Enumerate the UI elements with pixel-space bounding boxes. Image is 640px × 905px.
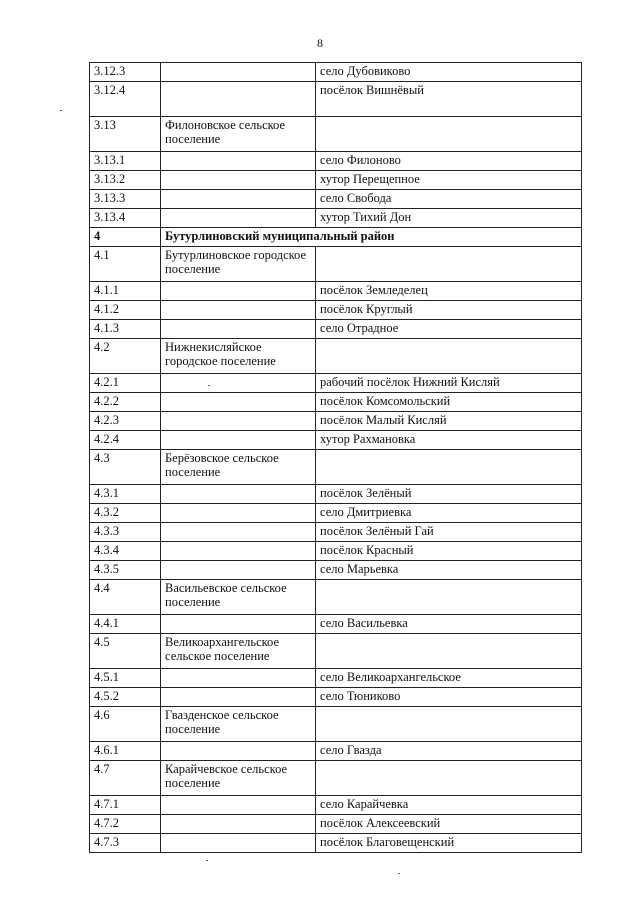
row-locality: посёлок Вишнёвый bbox=[316, 82, 582, 117]
table-row bbox=[90, 82, 582, 117]
table-row bbox=[90, 688, 582, 707]
row-code: 4.7.2 bbox=[90, 815, 161, 834]
row-code: 3.13.3 bbox=[90, 190, 161, 209]
row-locality: посёлок Красный bbox=[316, 542, 582, 561]
row-settlement: Филоновское сельское поселение bbox=[161, 117, 316, 152]
table-row bbox=[90, 796, 582, 815]
table-row bbox=[90, 171, 582, 190]
row-code: 4.7.3 bbox=[90, 834, 161, 853]
row-settlement bbox=[161, 393, 316, 412]
row-locality bbox=[316, 450, 582, 485]
row-code: 4.3.2 bbox=[90, 504, 161, 523]
row-locality bbox=[316, 634, 582, 669]
table-row bbox=[90, 523, 582, 542]
row-settlement: Карайчевское сельское поселение bbox=[161, 761, 316, 796]
row-code: 3.12.4 bbox=[90, 82, 161, 117]
table-row bbox=[90, 320, 582, 339]
row-code: 3.13.1 bbox=[90, 152, 161, 171]
table-row bbox=[90, 504, 582, 523]
table-row bbox=[90, 247, 582, 282]
row-code: 4.2 bbox=[90, 339, 161, 374]
table-row bbox=[90, 761, 582, 796]
row-locality: посёлок Круглый bbox=[316, 301, 582, 320]
row-code: 4.5.2 bbox=[90, 688, 161, 707]
row-settlement bbox=[161, 171, 316, 190]
row-settlement bbox=[161, 190, 316, 209]
row-code: 4.3.3 bbox=[90, 523, 161, 542]
row-code: 4.1 bbox=[90, 247, 161, 282]
row-settlement bbox=[161, 523, 316, 542]
row-settlement bbox=[161, 688, 316, 707]
row-locality: село Гвазда bbox=[316, 742, 582, 761]
row-code: 4.7.1 bbox=[90, 796, 161, 815]
scan-speck bbox=[398, 873, 400, 874]
row-code: 4.3.5 bbox=[90, 561, 161, 580]
row-locality: село Марьевка bbox=[316, 561, 582, 580]
table-row bbox=[90, 190, 582, 209]
row-code: 4.6 bbox=[90, 707, 161, 742]
row-locality: село Тюниково bbox=[316, 688, 582, 707]
table-row bbox=[90, 209, 582, 228]
row-settlement bbox=[161, 796, 316, 815]
table-row bbox=[90, 580, 582, 615]
row-locality: село Дмитриевка bbox=[316, 504, 582, 523]
page-number: 8 bbox=[317, 36, 323, 50]
row-settlement bbox=[161, 561, 316, 580]
row-code: 3.13.4 bbox=[90, 209, 161, 228]
row-locality: село Карайчевка bbox=[316, 796, 582, 815]
row-settlement bbox=[161, 82, 316, 117]
row-code: 4.2.2 bbox=[90, 393, 161, 412]
row-settlement bbox=[161, 63, 316, 82]
row-settlement bbox=[161, 485, 316, 504]
scan-speck bbox=[208, 385, 210, 386]
row-locality: село Свобода bbox=[316, 190, 582, 209]
row-code: 4.3 bbox=[90, 450, 161, 485]
row-locality: посёлок Малый Кисляй bbox=[316, 412, 582, 431]
row-locality: село Великоархангельское bbox=[316, 669, 582, 688]
row-locality: посёлок Зелёный bbox=[316, 485, 582, 504]
row-locality: рабочий посёлок Нижний Кисляй bbox=[316, 374, 582, 393]
row-settlement bbox=[161, 412, 316, 431]
row-code: 4.5.1 bbox=[90, 669, 161, 688]
row-code: 4.1.1 bbox=[90, 282, 161, 301]
table-row bbox=[90, 152, 582, 171]
table-row bbox=[90, 339, 582, 374]
table-row bbox=[90, 634, 582, 669]
row-code: 3.13.2 bbox=[90, 171, 161, 190]
row-locality bbox=[316, 707, 582, 742]
row-locality: хутор Рахмановка bbox=[316, 431, 582, 450]
row-locality: село Филоново bbox=[316, 152, 582, 171]
row-settlement: Берёзовское сельское поселение bbox=[161, 450, 316, 485]
scan-speck bbox=[206, 860, 208, 861]
row-locality bbox=[316, 247, 582, 282]
row-settlement bbox=[161, 152, 316, 171]
row-code: 4.3.4 bbox=[90, 542, 161, 561]
table-row bbox=[90, 485, 582, 504]
table-row bbox=[90, 615, 582, 634]
row-code: 4.4.1 bbox=[90, 615, 161, 634]
row-settlement bbox=[161, 834, 316, 853]
row-settlement bbox=[161, 374, 316, 393]
row-code: 4.3.1 bbox=[90, 485, 161, 504]
table-row bbox=[90, 117, 582, 152]
row-locality: посёлок Благовещенский bbox=[316, 834, 582, 853]
table-row bbox=[90, 707, 582, 742]
row-locality: хутор Тихий Дон bbox=[316, 209, 582, 228]
table-row bbox=[90, 63, 582, 82]
table-row bbox=[90, 412, 582, 431]
table-row bbox=[90, 228, 582, 247]
table-row bbox=[90, 282, 582, 301]
table-row bbox=[90, 742, 582, 761]
table-row bbox=[90, 374, 582, 393]
row-code: 4.5 bbox=[90, 634, 161, 669]
row-code: 4.2.3 bbox=[90, 412, 161, 431]
row-code: 4.7 bbox=[90, 761, 161, 796]
row-settlement: Васильевское сельское поселение bbox=[161, 580, 316, 615]
row-settlement: Великоархангельское сельское поселение bbox=[161, 634, 316, 669]
row-settlement bbox=[161, 320, 316, 339]
row-settlement: Гвазденское сельское поселение bbox=[161, 707, 316, 742]
scan-speck bbox=[60, 110, 62, 111]
row-locality: хутор Перещепное bbox=[316, 171, 582, 190]
row-locality: село Васильевка bbox=[316, 615, 582, 634]
row-locality bbox=[316, 580, 582, 615]
row-settlement bbox=[161, 431, 316, 450]
table-row bbox=[90, 393, 582, 412]
row-code: 3.12.3 bbox=[90, 63, 161, 82]
row-settlement bbox=[161, 815, 316, 834]
row-settlement bbox=[161, 282, 316, 301]
row-code: 4.4 bbox=[90, 580, 161, 615]
settlements-table bbox=[89, 62, 582, 853]
table-row bbox=[90, 834, 582, 853]
row-settlement bbox=[161, 504, 316, 523]
row-settlement: Бутурлиновское городское поселение bbox=[161, 247, 316, 282]
table-body bbox=[90, 63, 582, 853]
row-locality bbox=[316, 761, 582, 796]
row-locality: посёлок Алексеевский bbox=[316, 815, 582, 834]
row-locality: село Отрадное bbox=[316, 320, 582, 339]
row-settlement bbox=[161, 669, 316, 688]
table-row bbox=[90, 542, 582, 561]
row-settlement bbox=[161, 742, 316, 761]
row-code: 4 bbox=[90, 228, 161, 247]
table-row bbox=[90, 450, 582, 485]
row-locality bbox=[316, 117, 582, 152]
row-code: 4.1.2 bbox=[90, 301, 161, 320]
table-row bbox=[90, 431, 582, 450]
row-locality: посёлок Земледелец bbox=[316, 282, 582, 301]
row-locality: посёлок Зелёный Гай bbox=[316, 523, 582, 542]
row-locality bbox=[316, 339, 582, 374]
row-settlement bbox=[161, 615, 316, 634]
table-row bbox=[90, 669, 582, 688]
row-settlement: Нижнекисляйское городское поселение bbox=[161, 339, 316, 374]
row-settlement: Бутурлиновский муниципальный район bbox=[161, 228, 582, 247]
table-row bbox=[90, 561, 582, 580]
row-code: 4.6.1 bbox=[90, 742, 161, 761]
row-code: 3.13 bbox=[90, 117, 161, 152]
row-settlement bbox=[161, 542, 316, 561]
table-row bbox=[90, 815, 582, 834]
row-settlement bbox=[161, 209, 316, 228]
row-code: 4.1.3 bbox=[90, 320, 161, 339]
table-row bbox=[90, 301, 582, 320]
row-locality: посёлок Комсомольский bbox=[316, 393, 582, 412]
row-locality: село Дубовиково bbox=[316, 63, 582, 82]
row-settlement bbox=[161, 301, 316, 320]
row-code: 4.2.4 bbox=[90, 431, 161, 450]
row-code: 4.2.1 bbox=[90, 374, 161, 393]
